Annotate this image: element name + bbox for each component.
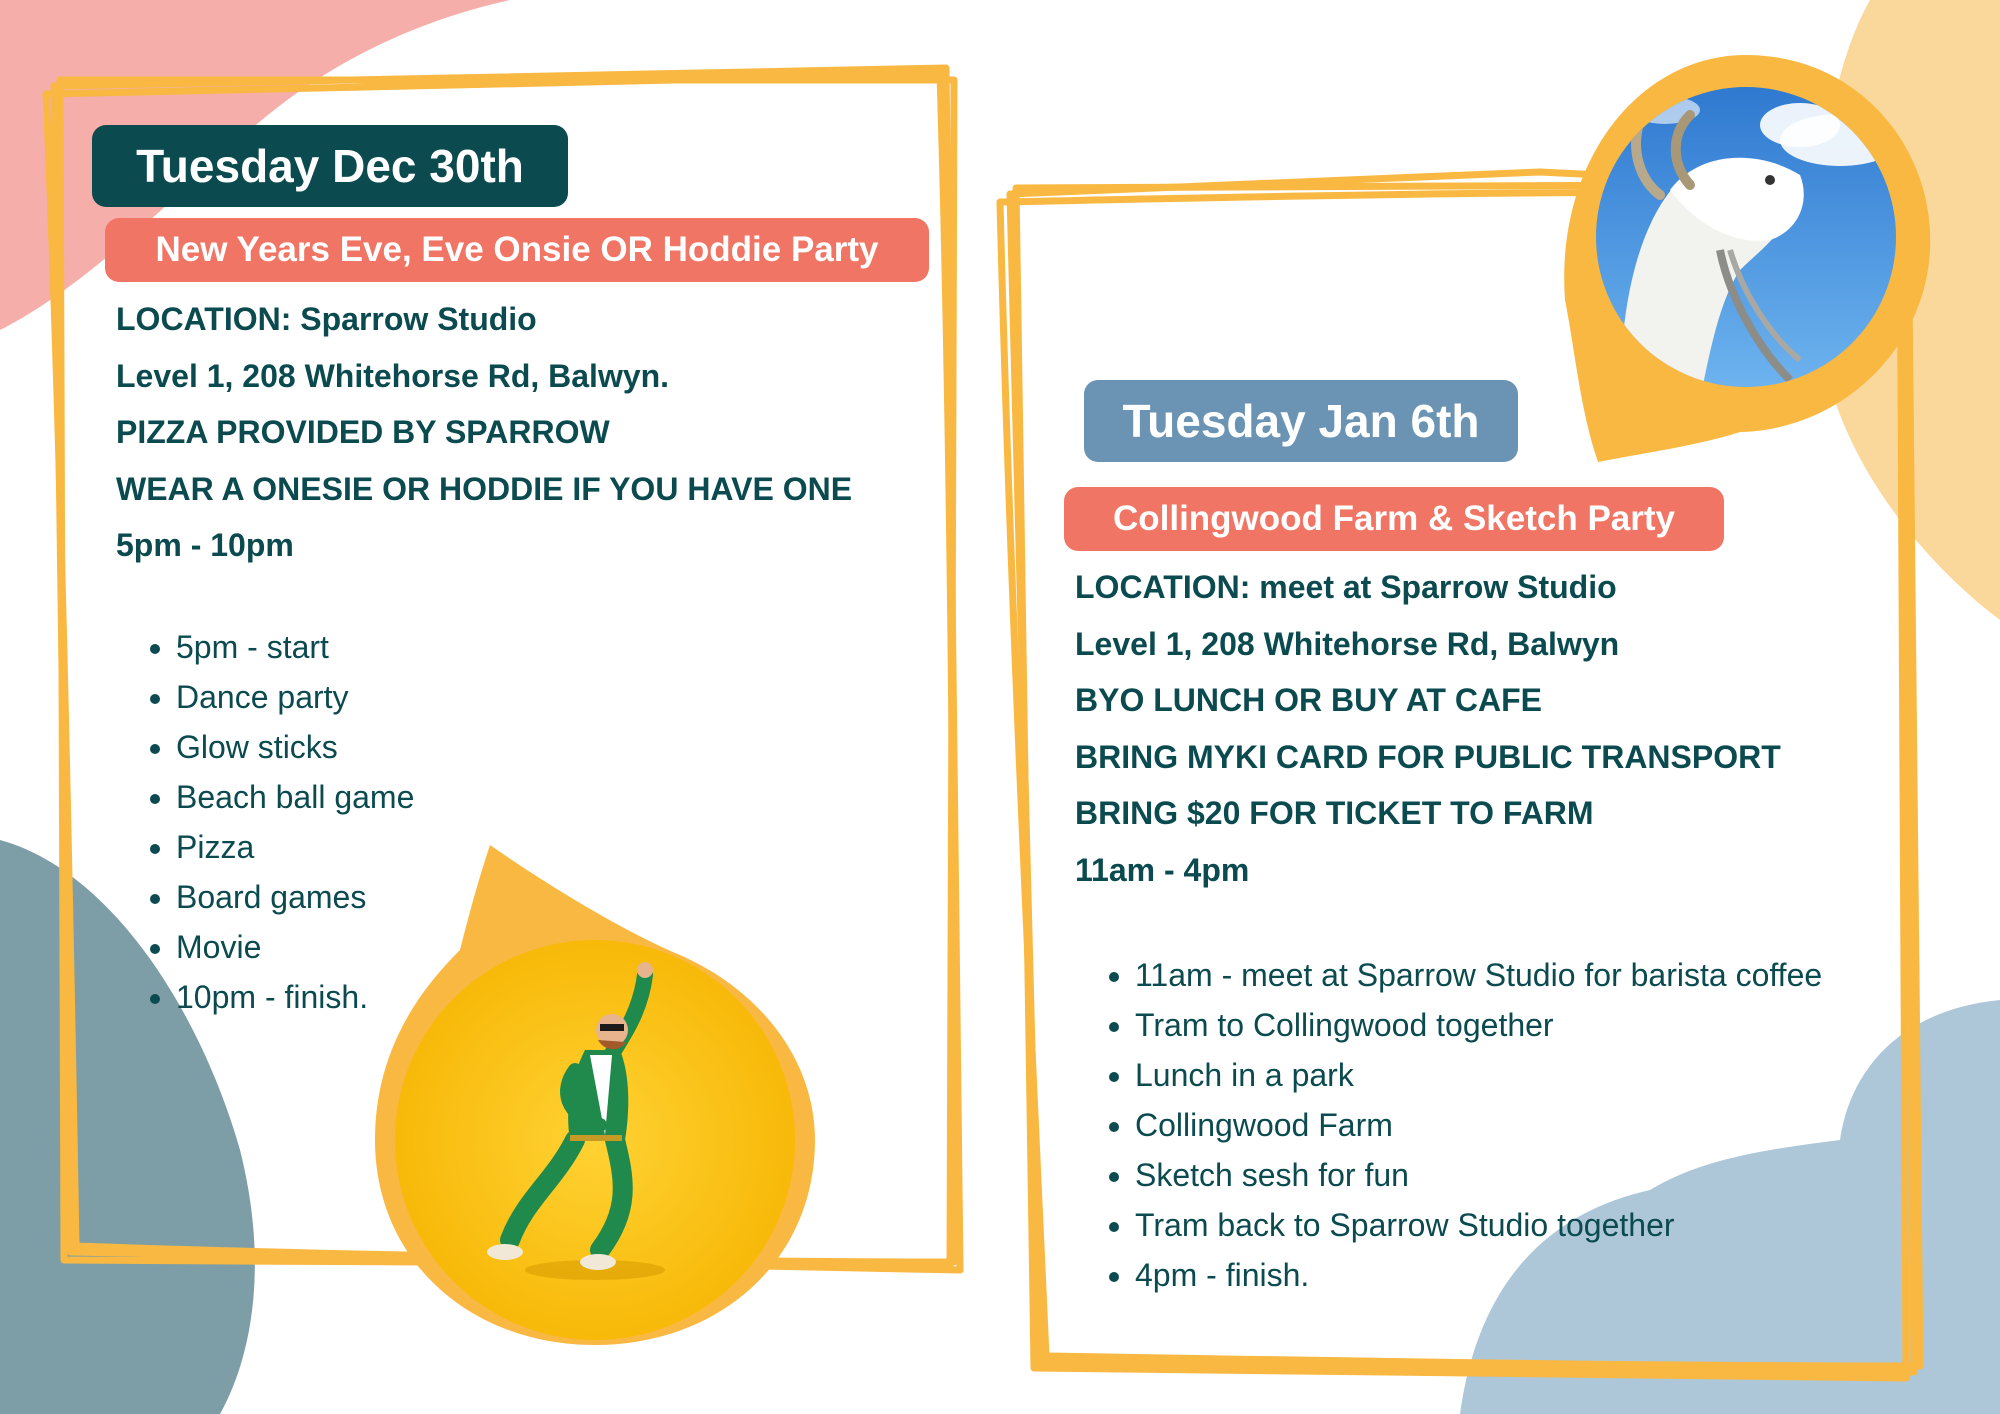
- list-item: • Glow sticks: [176, 722, 414, 772]
- list-item: • Lunch in a park: [1135, 1050, 1822, 1100]
- event-date-badge: Tuesday Dec 30th: [92, 125, 568, 207]
- list-item: • 4pm - finish.: [1135, 1250, 1822, 1300]
- list-item: • Pizza: [176, 822, 414, 872]
- detail-transport: BRING MYKI CARD FOR PUBLIC TRANSPORT: [1075, 738, 1781, 775]
- event-title-badge: New Years Eve, Eve Onsie OR Hoddie Party: [105, 218, 929, 282]
- detail-address: Level 1, 208 Whitehorse Rd, Balwyn.: [116, 357, 670, 394]
- list-item: • 11am - meet at Sparrow Studio for barista coffee: [1135, 950, 1822, 1000]
- list-item: • Tram to Collingwood together: [1135, 1000, 1822, 1050]
- event-title-badge: Collingwood Farm & Sketch Party: [1064, 487, 1724, 551]
- detail-dress-code: WEAR A ONESIE OR HODDIE IF YOU HAVE ONE: [116, 470, 853, 507]
- detail-location: LOCATION: meet at Sparrow Studio: [1075, 569, 1617, 605]
- list-item: • Movie: [176, 922, 414, 972]
- event-date-badge: Tuesday Jan 6th: [1084, 380, 1518, 462]
- list-item: • Collingwood Farm: [1135, 1100, 1822, 1150]
- event-details: [116, 291, 852, 574]
- list-item: • 10pm - finish.: [176, 972, 414, 1022]
- list-item: • Dance party: [176, 672, 414, 722]
- list-item: • Sketch sesh for fun: [1135, 1150, 1822, 1200]
- list-item: • Board games: [176, 872, 414, 922]
- detail-address: Level 1, 208 Whitehorse Rd, Balwyn: [1075, 625, 1620, 662]
- detail-lunch: BYO LUNCH OR BUY AT CAFE: [1075, 682, 1542, 718]
- event-schedule-list: [1075, 950, 1822, 1300]
- event-details: [1075, 559, 1781, 898]
- list-item: • 5pm - start: [176, 622, 414, 672]
- event-card-jan-6: [1000, 0, 2000, 1414]
- detail-time: 11am - 4pm: [1075, 851, 1250, 888]
- list-item: • Tram back to Sparrow Studio together: [1135, 1200, 1822, 1250]
- detail-location: LOCATION: Sparrow Studio: [116, 301, 537, 337]
- detail-time: 5pm - 10pm: [116, 527, 294, 563]
- event-schedule-list: [116, 622, 414, 1022]
- list-item: • Beach ball game: [176, 772, 414, 822]
- detail-food: PIZZA PROVIDED BY SPARROW: [116, 414, 610, 450]
- detail-ticket: BRING $20 FOR TICKET TO FARM: [1075, 795, 1594, 831]
